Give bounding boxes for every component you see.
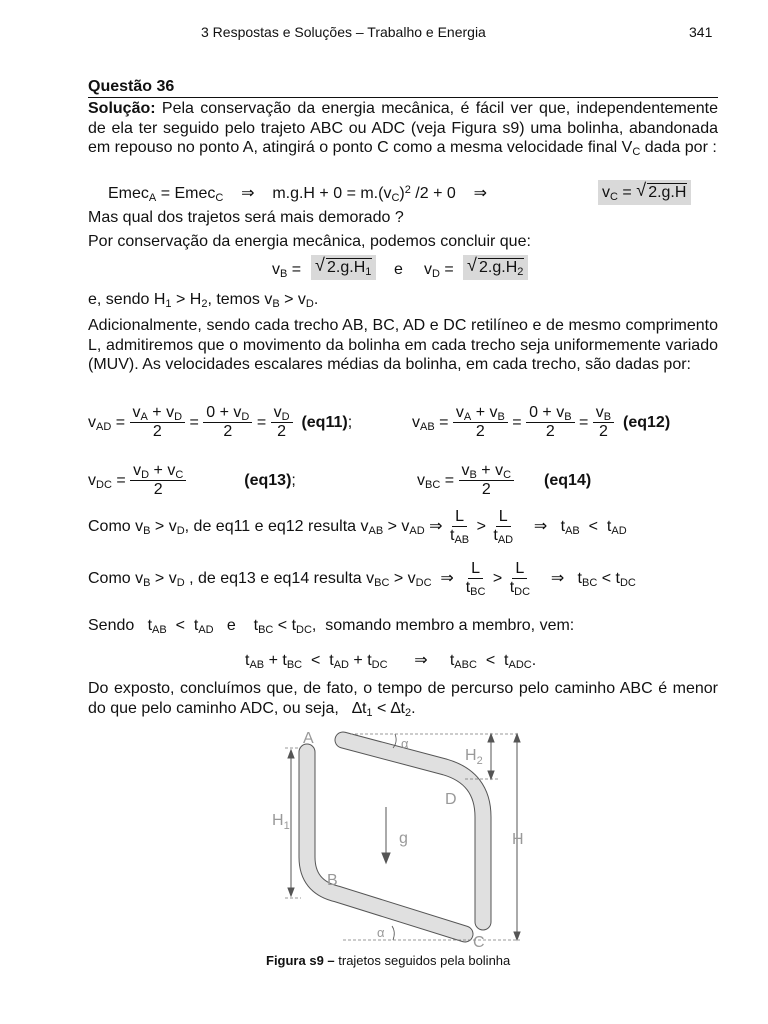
figure-caption: Figura s9 – trajetos seguidos pela bolinha (266, 953, 511, 968)
vd-equation: $v_D$ = (424, 261, 454, 280)
eq13-label: (eq13) (244, 472, 292, 489)
running-header: 3 Respostas e Soluções – Trabalho e Energia (201, 24, 486, 40)
vc-result-highlight: $v_C$ = √ 2.g.H (598, 180, 691, 205)
label-alpha-top: α (401, 736, 409, 751)
label-h1: $H_1$ (272, 812, 290, 832)
eq13-row: $v_{DC}$ = $\frac{v_D + v_C}{2}$ (eq13) ; (88, 462, 296, 498)
eq12-label: (eq12) (623, 414, 671, 431)
solution-label: Solução: (88, 100, 156, 117)
label-h2: $H_2$ (465, 747, 483, 767)
figure-s9 (255, 722, 555, 952)
conservation-line: Por conservação da energia mecânica, podemos concluir que: (88, 233, 531, 250)
path-tubes (307, 740, 483, 934)
label-c: C (473, 934, 485, 951)
como-line-2: Como $v_B > v_D$ , de eq13 e eq14 resulta $v_{BC} > v_{DC}$ ⇒ $\frac{L}{t_{BC}}$ > $\frac{L}{t_{DC}}$ ⇒ $t_{BC} < t_{DC}$ (88, 560, 636, 598)
label-b: B (327, 872, 338, 889)
and-word: e (394, 261, 403, 278)
alpha-arc-bottom (392, 926, 394, 940)
eq14-label: (eq14) (544, 472, 592, 489)
sum-line: $t_{AB} + t_{BC} < t_{AD} + t_{DC}$ ⇒ $t_{ABC} < t_{ADC}$. (245, 652, 537, 671)
sendo-sum-line: Sendo $t_{AB} < t_{AD}$ e $t_{BC} < t_{DC}$, somando membro a membro, vem: (88, 617, 575, 636)
vb-equation: $v_B$ = (272, 261, 302, 280)
label-g: g (399, 830, 408, 847)
conclusion-paragraph: Do exposto, concluímos que, de fato, o tempo de percurso pelo caminho ABC é menor do que pelo caminho ADC, ou seja, $\Delta t_1 < \Delta t_2$. (88, 680, 718, 719)
solution-paragraph-2: Adicionalmente, sendo cada trecho AB, BC, AD e DC retilíneo e de mesmo comprimento L, admitiremos que o movimento da bolinha em cada trecho seja uniformemente variado (MUV). As velocidades escalares médias da bolinha, em cada trecho, são dadas por: (88, 317, 718, 373)
question-title: Questão 36 (88, 78, 175, 95)
vb-highlight: √ $2.g.H_1$ (311, 255, 376, 280)
energy-equation: Emec$_A$ = Emec$_C$ ⇒ $m.g.H + 0 = m.(v_C)^2$ /2 + 0 ⇒ (108, 184, 487, 204)
label-h: H (512, 831, 524, 848)
eq12-row: $v_{AB}$ = $\frac{v_A + v_B}{2}$ = $\frac{0 + v_B}{2}$ = $\frac{v_B}{2}$ (eq12) (412, 404, 671, 440)
como-line-1: Como $v_B > v_D$, de eq11 e eq12 resulta $v_{AB} > v_{AD}$ ⇒ $\frac{L}{t_{AB}}$ > $\frac{L}{t_{AD}}$ ⇒ $t_{AB} < t_{AD}$ (88, 508, 627, 546)
label-d: D (445, 791, 457, 808)
eq11-label: (eq11) (301, 414, 348, 431)
label-alpha-bottom: α (377, 925, 385, 940)
title-rule (88, 97, 718, 98)
label-a: A (303, 730, 314, 747)
page-number: 341 (689, 24, 713, 40)
eq14-row: $v_{BC}$ = $\frac{v_B + v_C}{2}$ (eq14) (417, 462, 592, 498)
solution-paragraph-1: Solução: Pela conservação da energia mecânica, é fácil ver que, independentemente de ela ter seguido pelo trajeto ABC ou ADC (veja Figura s9) uma bolinha, abandonada em repouso no ponto A, atingirá o ponto C como a mesma velocidade final $V_C$ dada por : (88, 100, 718, 158)
vd-highlight: √ $2.g.H_2$ (463, 255, 528, 280)
eq11-row: $v_{AD}$ = $\frac{v_A + v_D}{2}$ = $\frac{0 + v_D}{2}$ = $\frac{v_D}{2}$ (eq11) ; (88, 404, 353, 440)
sendo-line: e, sendo $H_1 > H_2$, temos $v_B > v_D$. (88, 291, 319, 310)
question-line: Mas qual dos trajetos será mais demorado ? (88, 209, 404, 226)
